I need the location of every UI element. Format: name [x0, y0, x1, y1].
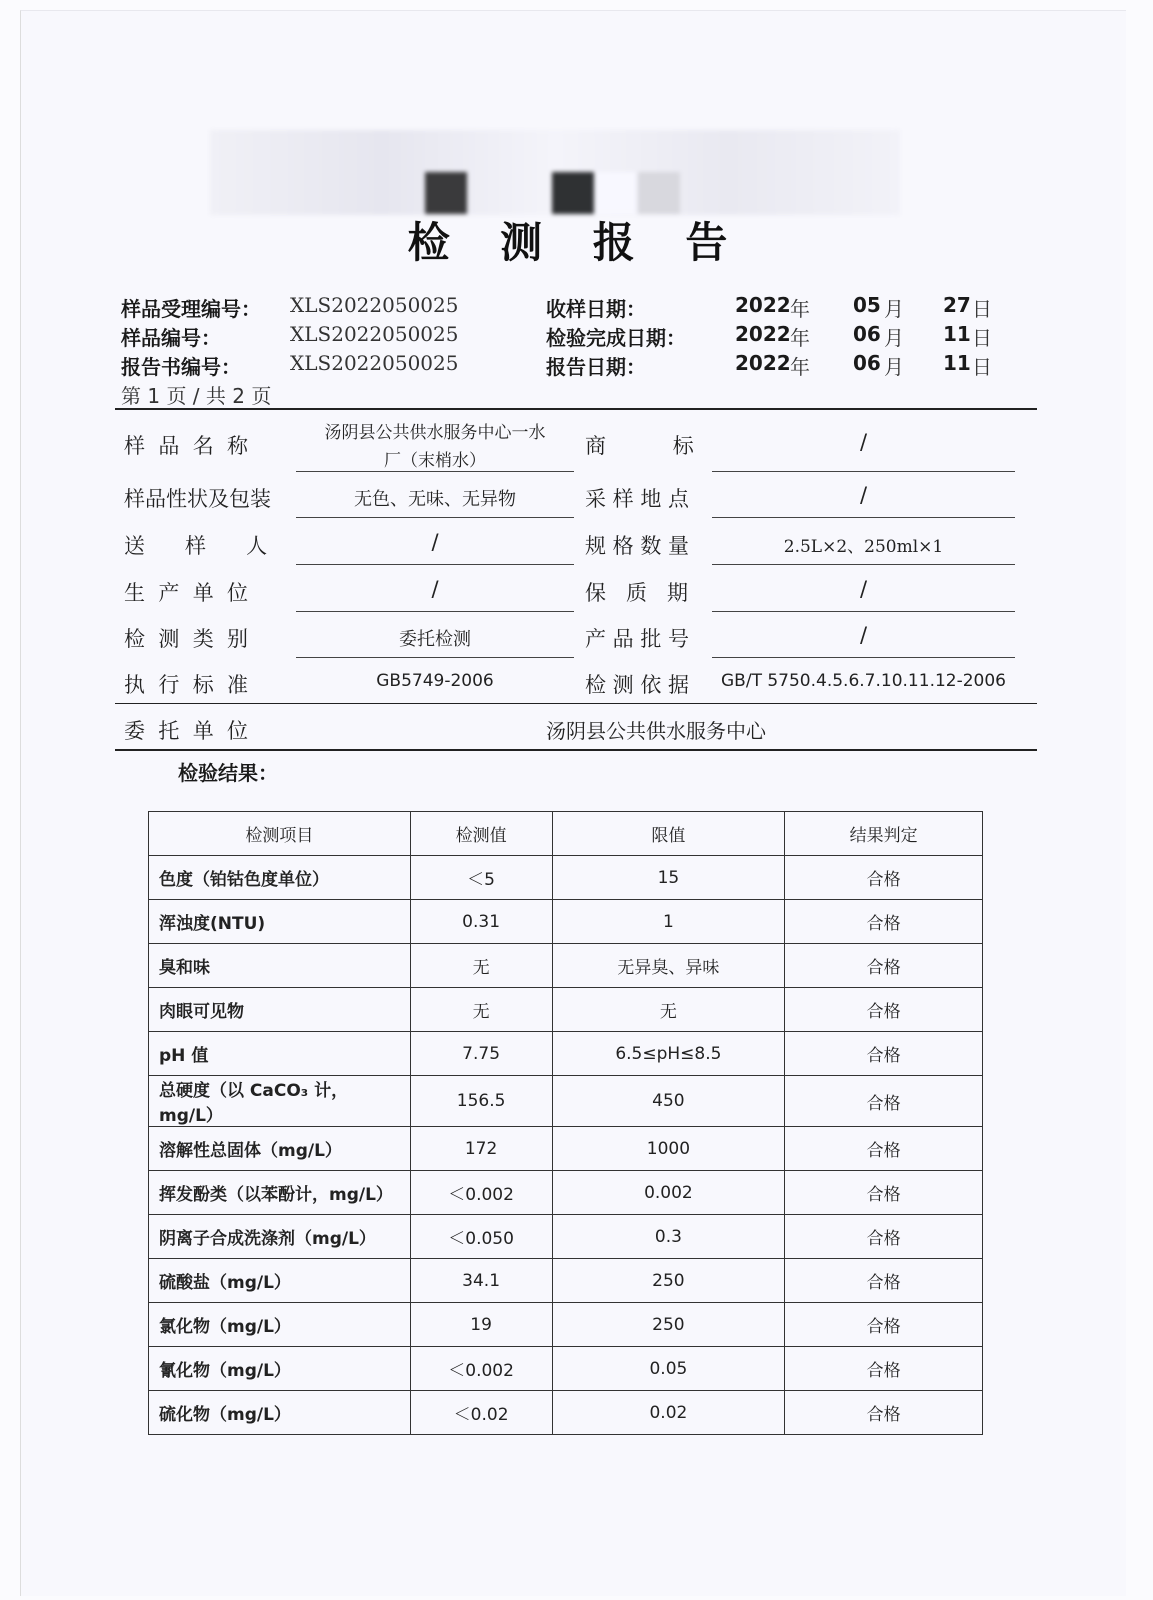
table-row [149, 1215, 983, 1259]
standard-label: 执 行 标 准 [124, 673, 249, 697]
result-value: ＜0.02 [410, 1391, 552, 1435]
receive-month-unit: 月 [884, 297, 904, 321]
report-day-unit: 日 [972, 355, 992, 379]
underline [712, 611, 1015, 612]
finish-day: 11 [943, 322, 971, 346]
appearance-value: 无色、无味、无异物 [354, 489, 516, 510]
finish-year-unit: 年 [790, 326, 810, 350]
result-verdict: 合格 [785, 944, 983, 988]
table-row [149, 1391, 983, 1435]
header-limit: 限值 [552, 812, 785, 856]
table-row [149, 1032, 983, 1076]
result-value: 19 [410, 1303, 552, 1347]
result-item: 硫化物（mg/L） [149, 1391, 411, 1435]
receive-year: 2022 [735, 293, 791, 317]
sampling-site-value: / [859, 483, 868, 507]
finish-month: 06 [853, 322, 881, 346]
finish-day-unit: 日 [972, 326, 992, 350]
table-row [149, 900, 983, 944]
result-limit: 250 [552, 1259, 785, 1303]
report-year: 2022 [735, 351, 791, 375]
test-type-label: 检 测 类 别 [124, 627, 249, 651]
sample-no: XLS2022050025 [290, 322, 459, 346]
result-verdict: 合格 [785, 1076, 983, 1127]
underline [712, 517, 1015, 518]
table-header-row [149, 812, 983, 856]
result-value: 156.5 [410, 1076, 552, 1127]
header-verdict: 结果判定 [785, 812, 983, 856]
underline [296, 611, 574, 612]
table-row [149, 944, 983, 988]
underline [296, 564, 574, 565]
shelf-life-label: 保 质 期 [585, 581, 689, 605]
result-item: 色度（铂钴色度单位） [149, 856, 411, 900]
finish-year: 2022 [735, 322, 791, 346]
result-value: ＜0.050 [410, 1215, 552, 1259]
receive-day: 27 [943, 293, 971, 317]
sender-value: / [431, 530, 439, 554]
result-item: pH 值 [149, 1032, 411, 1076]
producer-value: / [431, 577, 439, 601]
sample-name-line2: 厂（末梢水） [384, 451, 486, 471]
results-table [148, 811, 983, 1435]
info-rule [115, 703, 1037, 704]
table-row [149, 1347, 983, 1391]
result-limit: 15 [552, 856, 785, 900]
underline [296, 471, 574, 472]
header-item: 检测项目 [149, 812, 411, 856]
standard-value: GB5749-2006 [376, 671, 494, 691]
result-limit: 450 [552, 1076, 785, 1127]
result-value: 0.31 [410, 900, 552, 944]
table-row [149, 988, 983, 1032]
result-verdict: 合格 [785, 1259, 983, 1303]
result-verdict: 合格 [785, 988, 983, 1032]
producer-label: 生 产 单 位 [124, 581, 249, 605]
result-verdict: 合格 [785, 1347, 983, 1391]
basis-label: 检 测 依 据 [585, 673, 690, 697]
underline [712, 564, 1015, 565]
result-limit: 0.02 [552, 1391, 785, 1435]
redacted-header [210, 130, 900, 215]
result-item: 总硬度（以 CaCO₃ 计，mg/L） [149, 1076, 411, 1127]
result-limit: 250 [552, 1303, 785, 1347]
receive-date-label: 收样日期： [546, 297, 646, 321]
result-verdict: 合格 [785, 1032, 983, 1076]
receive-year-unit: 年 [790, 297, 810, 321]
sample-name-label: 样 品 名 称 [124, 434, 249, 458]
result-value: 34.1 [410, 1259, 552, 1303]
client-value: 汤阴县公共供水服务中心 [546, 719, 766, 743]
brand-label: 商 标 [585, 434, 694, 458]
result-item: 臭和味 [149, 944, 411, 988]
result-value: 7.75 [410, 1032, 552, 1076]
result-limit: 1000 [552, 1127, 785, 1171]
result-verdict: 合格 [785, 1215, 983, 1259]
sampling-site-label: 采 样 地 点 [585, 487, 690, 511]
result-value: 无 [410, 944, 552, 988]
report-year-unit: 年 [790, 355, 810, 379]
result-verdict: 合格 [785, 856, 983, 900]
result-limit: 无异臭、异味 [552, 944, 785, 988]
receive-day-unit: 日 [972, 297, 992, 321]
result-value: ＜5 [410, 856, 552, 900]
report-month: 06 [853, 351, 881, 375]
result-limit: 0.3 [552, 1215, 785, 1259]
result-verdict: 合格 [785, 1127, 983, 1171]
result-item: 阴离子合成洗涤剂（mg/L） [149, 1215, 411, 1259]
spec-label: 规 格 数 量 [585, 534, 690, 558]
spec-value: 2.5L×2、250ml×1 [783, 537, 944, 557]
report-date-label: 报告日期： [546, 355, 646, 379]
finish-month-unit: 月 [884, 326, 904, 350]
report-no-label: 报告书编号： [121, 355, 241, 379]
result-value: 无 [410, 988, 552, 1032]
report-month-unit: 月 [884, 355, 904, 379]
table-row [149, 1171, 983, 1215]
sample-receipt-no-label: 样品受理编号： [121, 297, 261, 321]
sample-receipt-no: XLS2022050025 [290, 293, 459, 317]
result-limit: 6.5≤pH≤8.5 [552, 1032, 785, 1076]
table-row [149, 1076, 983, 1127]
test-type-value: 委托检测 [399, 629, 471, 650]
result-limit: 0.05 [552, 1347, 785, 1391]
underline [712, 657, 1015, 658]
result-item: 氰化物（mg/L） [149, 1347, 411, 1391]
result-verdict: 合格 [785, 1171, 983, 1215]
result-item: 肉眼可见物 [149, 988, 411, 1032]
shelf-life-value: / [859, 577, 868, 601]
basis-value: GB/T 5750.4.5.6.7.10.11.12-2006 [721, 671, 1006, 691]
result-limit: 无 [552, 988, 785, 1032]
result-value: 172 [410, 1127, 552, 1171]
client-label: 委 托 单 位 [124, 719, 249, 743]
sample-no-label: 样品编号： [121, 326, 221, 350]
underline [712, 471, 1015, 472]
result-value: ＜0.002 [410, 1171, 552, 1215]
result-item: 浑浊度(NTU) [149, 900, 411, 944]
batch-value: / [859, 623, 868, 647]
underline [296, 657, 574, 658]
batch-label: 产 品 批 号 [585, 627, 690, 651]
result-verdict: 合格 [785, 1391, 983, 1435]
result-item: 挥发酚类（以苯酚计，mg/L） [149, 1171, 411, 1215]
client-rule [115, 749, 1037, 751]
report-title: 检 测 报 告 [407, 218, 746, 267]
table-row [149, 1127, 983, 1171]
appearance-label: 样品性状及包装 [124, 487, 271, 511]
report-day: 11 [943, 351, 971, 375]
result-value: ＜0.002 [410, 1347, 552, 1391]
sender-label: 送 样 人 [124, 534, 268, 558]
result-item: 硫酸盐（mg/L） [149, 1259, 411, 1303]
underline [296, 517, 574, 518]
result-limit: 0.002 [552, 1171, 785, 1215]
brand-value: / [859, 430, 868, 454]
page-info: 第 1 页 / 共 2 页 [121, 384, 272, 408]
table-row [149, 1259, 983, 1303]
sample-name-line1: 汤阴县公共供水服务中心一水 [324, 423, 546, 443]
receive-month: 05 [853, 293, 881, 317]
result-item: 氯化物（mg/L） [149, 1303, 411, 1347]
results-label: 检验结果： [178, 761, 278, 785]
header-rule [115, 408, 1037, 410]
result-verdict: 合格 [785, 1303, 983, 1347]
result-limit: 1 [552, 900, 785, 944]
header-value: 检测值 [410, 812, 552, 856]
table-row [149, 856, 983, 900]
table-row [149, 1303, 983, 1347]
result-item: 溶解性总固体（mg/L） [149, 1127, 411, 1171]
report-no: XLS2022050025 [290, 351, 459, 375]
finish-date-label: 检验完成日期： [546, 326, 686, 350]
result-verdict: 合格 [785, 900, 983, 944]
